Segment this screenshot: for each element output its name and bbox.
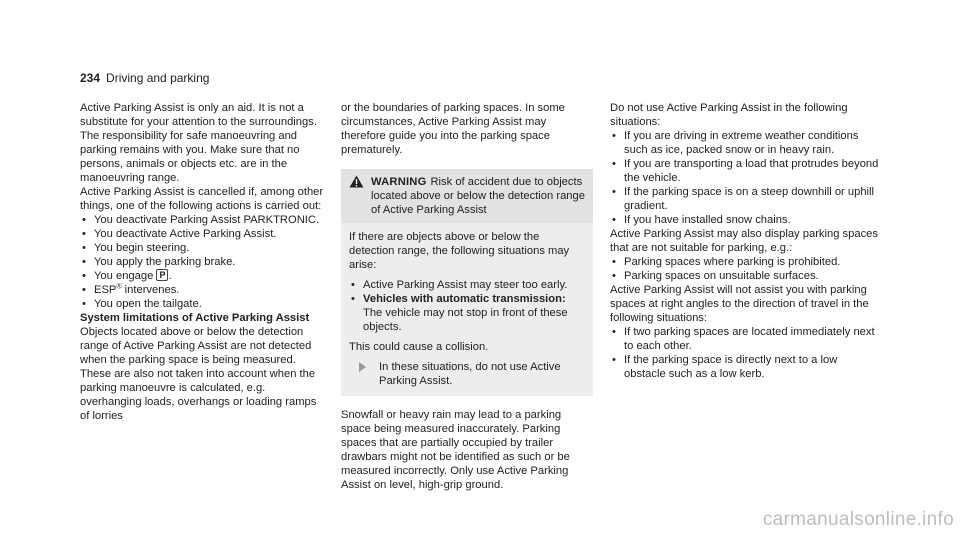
- limits-heading: System limitations of Active Parking Assist: [80, 312, 310, 324]
- list-item: • If the parking space is directly next to a low obstacle such as a low kerb.: [610, 353, 880, 381]
- page-header: [80, 71, 209, 85]
- registered-mark: ®: [116, 283, 122, 291]
- warning-list: [349, 278, 585, 334]
- unsuitable-intro: Active Parking Assist may also display parking spaces that are not suitable for parking, e.g.:: [610, 228, 878, 254]
- warning-action: In these situations, do not use Active Parking Assist.: [349, 360, 585, 388]
- column-1: [80, 101, 328, 423]
- list-item: • If the parking space is on a steep downhill or uphill gradient.: [610, 185, 880, 213]
- list-item: • You open the tailgate.: [80, 297, 328, 311]
- page-number: 234: [80, 71, 101, 85]
- unsuitable-list: [610, 255, 880, 283]
- warning-subtitle: Risk of accident due to objects located above or below the detection range of Active Parking Assist: [371, 176, 585, 216]
- column-2: [341, 101, 593, 492]
- column-3: [610, 101, 880, 381]
- warning-triangle-icon: [349, 175, 364, 188]
- right-angle-intro: Active Parking Assist will not assist you with parking spaces at right angles to the direction of travel in the following situations:: [610, 284, 869, 324]
- park-gear-icon: P: [156, 269, 168, 281]
- cancel-list: [80, 213, 328, 311]
- list-item: • Active Parking Assist may steer too early.: [349, 278, 585, 292]
- warning-header: [341, 169, 593, 223]
- list-item: • You begin steering.: [80, 241, 328, 255]
- list-item: • If you are driving in extreme weather conditions such as ice, packed snow or in heavy rain.: [610, 129, 880, 157]
- cancel-intro: Active Parking Assist is cancelled if, among other things, one of the following actions is carried out:: [80, 186, 324, 212]
- dont-use-intro: Do not use Active Parking Assist in the following situations:: [610, 102, 848, 128]
- list-item: • Parking spaces where parking is prohibited.: [610, 255, 880, 269]
- list-item: • You deactivate Parking Assist PARKTRONIC.: [80, 213, 328, 227]
- warning-consequence: This could cause a collision.: [349, 341, 489, 353]
- section-title: Driving and parking: [106, 71, 210, 85]
- limits-paragraph: Objects located above or below the detection range of Active Parking Assist are not detected when the parking space is being measured. These are also not taken into account when the parking manoeuvre is calculated, e.g. overhanging loads, overhangs or loading ramps of lorries: [80, 326, 317, 422]
- list-item: • ESP® intervenes.: [80, 283, 328, 297]
- warning-body: [341, 223, 593, 396]
- intro-paragraph: Active Parking Assist is only an aid. It is not a substitute for your attention to the surroundings. The responsibility for safe manoeuvring and parking remains with you. Make sure that no persons, animals or objects etc. are in the manoeuvring range.: [80, 102, 317, 184]
- warning-title: WARNING: [371, 176, 427, 188]
- warning-intro: If there are objects above or below the detection range, the following situations may arise:: [349, 231, 570, 271]
- dont-use-list: [610, 129, 880, 227]
- list-item: • Vehicles with automatic transmission: The vehicle may not stop in front of these objects.: [349, 292, 585, 334]
- list-item: • You engage P .: [80, 269, 328, 283]
- snow-paragraph: Snowfall or heavy rain may lead to a parking space being measured inaccurately. Parking spaces that are partially occupied by trailer drawbars might not be identified as such or be measured incorrectly. Only use Active Parking Assist on level, high-grip ground.: [341, 409, 570, 491]
- list-item: • If two parking spaces are located immediately next to each other.: [610, 325, 880, 353]
- list-item: • If you have installed snow chains.: [610, 213, 880, 227]
- action-arrow-icon: [359, 362, 366, 372]
- list-item: • You deactivate Active Parking Assist.: [80, 227, 328, 241]
- list-item: • You apply the parking brake.: [80, 255, 328, 269]
- list-item: • If you are transporting a load that protrudes beyond the vehicle.: [610, 157, 880, 185]
- list-item: • Parking spaces on unsuitable surfaces.: [610, 269, 880, 283]
- continued-paragraph: or the boundaries of parking spaces. In some circumstances, Active Parking Assist may therefore guide you into the parking space prematurely.: [341, 102, 565, 156]
- watermark: carmanualsonline.info: [762, 509, 954, 530]
- warning-box: [341, 169, 593, 396]
- right-angle-list: [610, 325, 880, 381]
